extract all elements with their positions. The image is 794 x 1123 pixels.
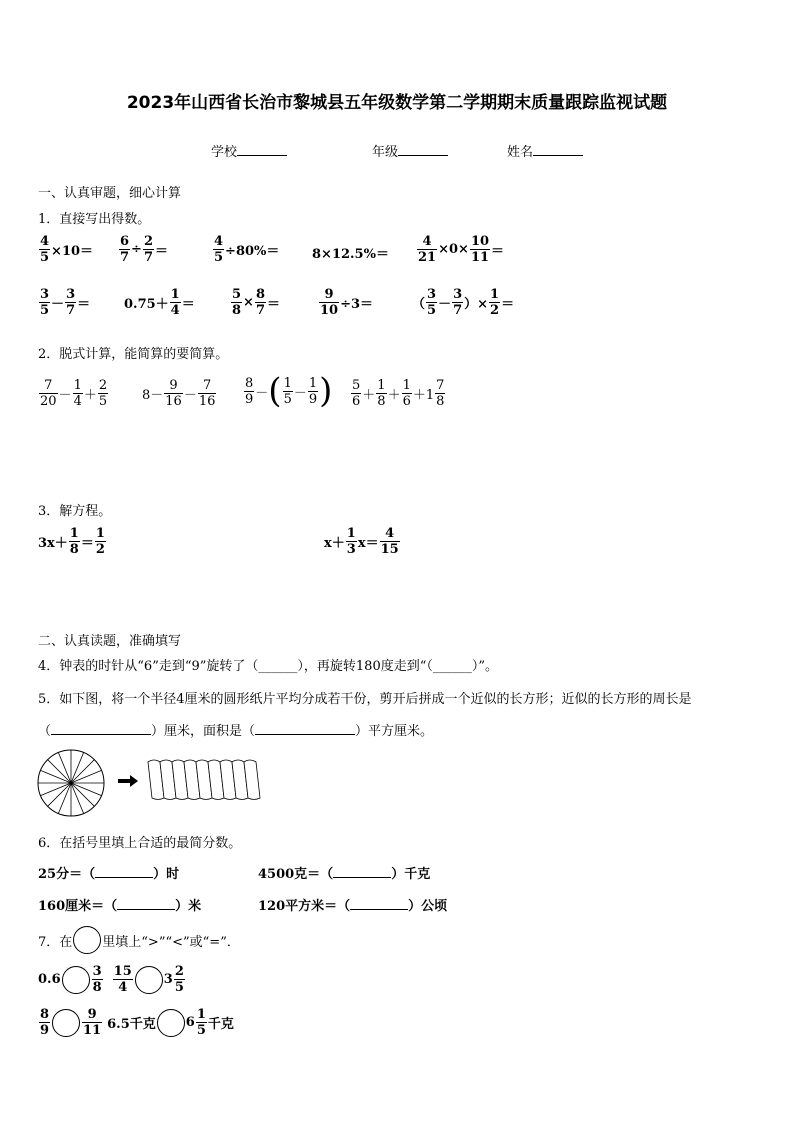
grade-label: 年级 bbox=[372, 145, 399, 160]
equation-1: 3x＋ $\frac{1}{8}$ ＝ $\frac{1}{2}$ bbox=[38, 526, 105, 557]
q1-item-10: （ $\frac{3}{5}$ － $\frac{3}{7}$ ）× $\frac{1}{2}$ ＝ bbox=[412, 287, 515, 318]
question-2: 2．脱式计算，能简算的要简算。 bbox=[38, 347, 229, 362]
page-title: 2023年山西省长治市黎城县五年级数学第二学期期末质量跟踪监视试题 bbox=[126, 93, 668, 113]
q1-item-6: $\frac{3}{5}$ － $\frac{3}{7}$ ＝ bbox=[40, 287, 91, 318]
question-1: 1．直接写出得数。 bbox=[38, 212, 151, 227]
q6-blank-4[interactable] bbox=[350, 897, 408, 910]
q6-item-4: 120平方米＝（ ）公顷 bbox=[258, 899, 448, 914]
circle-to-rectangle-figure bbox=[36, 748, 266, 818]
q6-item-3: 160厘米＝（ ）米 bbox=[38, 899, 202, 914]
area-answer-blank[interactable] bbox=[255, 722, 355, 735]
q6-blank-1[interactable] bbox=[95, 865, 153, 878]
q1-item-5: $\frac{4}{21}$ ×0× $\frac{10}{11}$ ＝ bbox=[418, 234, 505, 265]
q1-item-8: $\frac{5}{8}$ × $\frac{8}{7}$ ＝ bbox=[232, 287, 281, 318]
arrow-icon bbox=[118, 775, 138, 787]
sectored-circle bbox=[38, 750, 104, 816]
q6-blank-3[interactable] bbox=[117, 897, 175, 910]
name-blank[interactable] bbox=[533, 143, 583, 156]
q1-item-4: 8×12.5%＝ bbox=[312, 247, 389, 262]
school-field bbox=[211, 141, 287, 160]
question-3: 3．解方程。 bbox=[38, 504, 112, 519]
q6-item-2: 4500克＝（ ）千克 bbox=[258, 867, 431, 882]
perimeter-answer-blank[interactable] bbox=[51, 722, 151, 735]
q6-blank-2[interactable] bbox=[333, 865, 391, 878]
school-blank[interactable] bbox=[237, 143, 287, 156]
q1-item-9: $\frac{9}{10}$ ÷3＝ bbox=[320, 287, 374, 318]
question-7: 7．在 里填上“>”“<”或“=”． bbox=[38, 926, 240, 954]
compare-circle-3[interactable] bbox=[52, 1009, 80, 1037]
grade-field bbox=[372, 141, 448, 160]
section-1-heading: 一、认真审题，细心计算 bbox=[38, 186, 182, 201]
q2-expr-2: 8－ $\frac{9}{16}$ － $\frac{7}{16}$ bbox=[142, 378, 216, 409]
compare-circle-4[interactable] bbox=[157, 1009, 185, 1037]
q1-item-7: 0.75＋ $\frac{1}{4}$ ＝ bbox=[124, 287, 195, 318]
name-label: 姓名 bbox=[507, 145, 534, 160]
question-4: 4．钟表的时针从“6”走到“9”旋转了（______），再旋转180度走到“（______）”。 bbox=[38, 659, 499, 674]
q2-expr-1: $\frac{7}{20}$ － $\frac{1}{4}$ ＋ $\frac{2}{5}$ bbox=[40, 378, 108, 409]
q2-expr-4: $\frac{5}{6}$ ＋ $\frac{1}{8}$ ＋ $\frac{1}{6}$ ＋1 $\frac{7}{8}$ bbox=[352, 378, 445, 409]
name-field bbox=[507, 141, 583, 160]
grade-blank[interactable] bbox=[398, 143, 448, 156]
compare-circle-2[interactable] bbox=[135, 966, 163, 994]
question-5-line-2: （ ）厘米，面积是（ ）平方厘米。 bbox=[38, 724, 434, 739]
equation-2: x＋ $\frac{1}{3}$ x＝ $\frac{4}{15}$ bbox=[324, 526, 399, 557]
q1-item-3: $\frac{4}{5}$ ÷80%＝ bbox=[214, 234, 280, 265]
section-2-heading: 二、认真读题，准确填写 bbox=[38, 634, 182, 649]
compare-circle-1[interactable] bbox=[62, 966, 90, 994]
fraction: $\frac{4}{5}$ bbox=[40, 234, 50, 265]
q2-expr-3: $\frac{8}{9}$ － ( $\frac{1}{5}$ － $\frac{1}{9}$ ) bbox=[245, 371, 333, 411]
q1-item-1: $\frac{4}{5}$ ×10＝ bbox=[40, 234, 94, 265]
question-5-line-1: 5．如下图，将一个半径4厘米的圆形纸片平均分成若干份，剪开后拼成一个近似的长方形；近似的长方形的周长是 bbox=[38, 692, 692, 707]
q1-item-2: $\frac{6}{7}$ ÷ $\frac{2}{7}$ ＝ bbox=[120, 234, 169, 265]
q6-item-1: 25分＝（ ）时 bbox=[38, 867, 180, 882]
school-label: 学校 bbox=[211, 145, 238, 160]
q7-row-2: $\frac{8}{9}$ $\frac{9}{11}$ 6.5千克 6 $\frac{1}{5}$ 千克 bbox=[40, 1007, 234, 1038]
question-6: 6．在括号里填上合适的最简分数。 bbox=[38, 836, 242, 851]
approximate-rectangle bbox=[148, 760, 260, 800]
comparison-circle-icon bbox=[73, 926, 101, 954]
q7-row-1: 0.6 $\frac{3}{8}$ $\frac{15}{4}$ 3 $\frac{2}{5}$ bbox=[38, 964, 184, 995]
